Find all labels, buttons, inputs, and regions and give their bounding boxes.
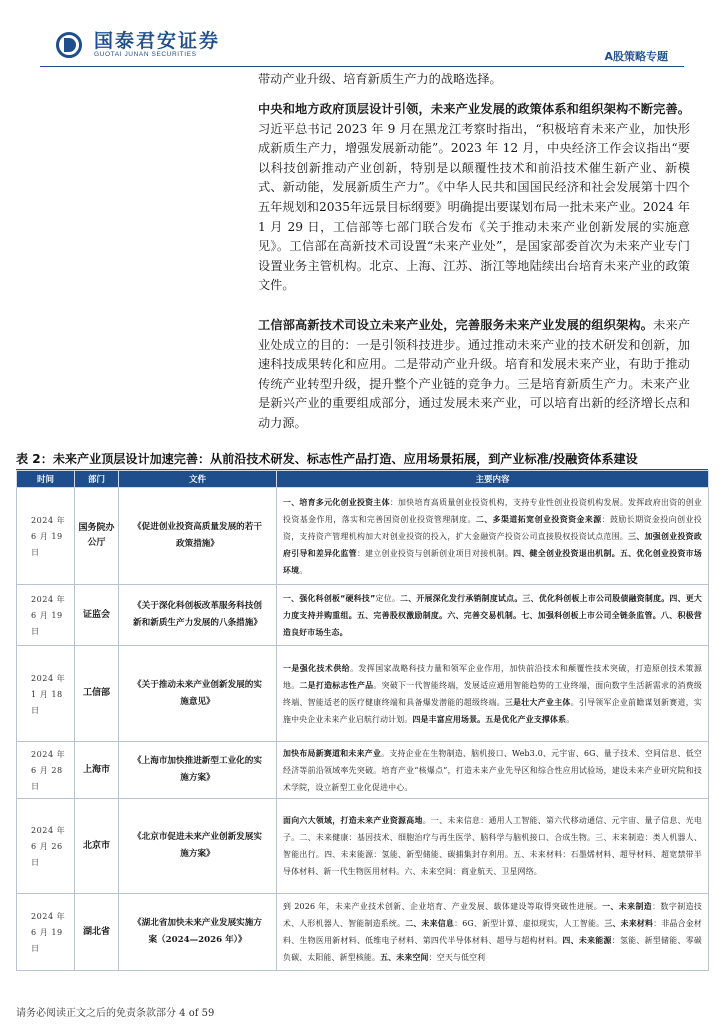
table-row bbox=[17, 646, 709, 742]
paragraph-policy-system bbox=[258, 100, 690, 296]
cell-document: 《关于深化科创板改革服务科技创新和新质生产力发展的八条措施》 bbox=[119, 585, 277, 646]
content-text: ：6G、新型计算、虚拟现实，人工智能。 bbox=[454, 919, 605, 928]
content-text: 到 2026 年，未来产业技术创新、企业培育、产业发展、载体建设等取得突破性进展。 bbox=[283, 902, 603, 911]
cell-content bbox=[277, 488, 709, 585]
brand-logo bbox=[54, 31, 220, 59]
content-text: ：建立创业投资与创新创业项目对接机制。 bbox=[356, 548, 514, 558]
content-text: 。 bbox=[566, 714, 575, 724]
content-text: ：非晶合金材料、生物医用新材料、低维电子材料、第四代半导体材料、超导与超构材料。 bbox=[283, 919, 703, 945]
content-emphasis: 二、未来信息 bbox=[405, 919, 455, 928]
column-header-document: 文件 bbox=[119, 471, 277, 488]
page-header bbox=[0, 0, 724, 68]
cell-dept: 工信部 bbox=[75, 646, 119, 742]
table-row bbox=[17, 585, 709, 646]
paragraph-body: 未来产业处成立的目的：一是引领科技进步。通过推动未来产业的技术研发和创新，加速科技成果转化和应用。二是带动产业升级。培育和发展未来产业，有助于推动传统产业转型升级，提升整个产业链的竞争力。三是培育新质生产力。未来产业是新兴产业的重要组成部分，通过发展未来产业，可以培育出新的经济增长点和动力源。 bbox=[258, 318, 691, 430]
content-emphasis: 一、强化科创板“硬科技” bbox=[283, 593, 376, 603]
content-text: 定位。 bbox=[375, 593, 401, 603]
content-emphasis: 三、未来材料 bbox=[604, 919, 654, 928]
content-text: ：数字制造技术、人形机器人、智能制造系统。 bbox=[283, 902, 703, 928]
content-emphasis: 二、多渠道拓宽创业投资资金来源 bbox=[475, 514, 602, 524]
cell-document: 《上海市加快推进新型工业化的实施方案》 bbox=[119, 742, 277, 799]
cell-document: 《北京市促进未来产业创新发展实施方案》 bbox=[119, 799, 277, 894]
content-emphasis: 一、未来制造 bbox=[602, 902, 653, 911]
paragraph-lead: 工信部高新技术司设立未来产业处，完善服务未来产业发展的组织架构。 bbox=[258, 318, 654, 332]
column-header-date: 时间 bbox=[17, 471, 75, 488]
cell-date: 2024 年 6 月 26 日 bbox=[17, 799, 75, 894]
content-text: 。支持企业在生物制造、脑机接口、Web3.0、元宇宙、6G、量子技术、空间信息、低空经济等前沿领域率先突破。培育产业“核爆点”，打造未来产业先导区和综合性应用试验场，建设未来产业研究院和技术学院，设立新型工业化促进中心。 bbox=[283, 748, 702, 792]
content-emphasis: 五、未来空间 bbox=[380, 953, 429, 962]
brand-name-en: GUOTAI JUNAN SECURITIES bbox=[94, 51, 197, 58]
content-emphasis: 四、未来能源 bbox=[562, 936, 612, 945]
cell-date: 2024 年 6 月 28 日 bbox=[17, 742, 75, 799]
content-emphasis: 加快布局新赛道和未来产业 bbox=[283, 748, 382, 758]
content-emphasis: 二是打造标志性产品 bbox=[299, 680, 374, 690]
brand-name-cn: 国泰君安证券 bbox=[94, 30, 221, 52]
table-title: 表 2：未来产业顶层设计加速完善：从前沿技术研发、标志性产品打造、应用场景拓展，到产业标准/投融资体系建设 bbox=[16, 452, 638, 466]
cell-date: 2024 年 6 月 19 日 bbox=[17, 894, 75, 971]
cell-document: 《关于推动未来产业创新发展的实施意见》 bbox=[119, 646, 277, 742]
content-text: 。突破下一代智能终端，发展适应通用智能趋势的工业终端，面向数字生活新需求的消费级终端、智能适老的医疗健康终端和具备爆发潜能的超级终端。 bbox=[283, 680, 702, 707]
content-emphasis: 三是壮大产业主体 bbox=[504, 697, 571, 707]
brand-mark-icon bbox=[54, 31, 90, 59]
cell-dept: 北京市 bbox=[75, 799, 119, 894]
page-footer: 请务必阅读正文之后的免责条款部分 4 of 59 bbox=[16, 1008, 215, 1019]
cell-date: 2024 年 6 月 19 日 bbox=[17, 585, 75, 646]
cell-document: 《促进创业投资高质量发展的若干政策措施》 bbox=[119, 488, 277, 585]
cell-dept: 证监会 bbox=[75, 585, 119, 646]
table-header-row bbox=[17, 471, 709, 488]
paragraph-body: 习近平总书记 2023 年 9 月在黑龙江考察时指出，“积极培育未来产业，加快形成新质生产力，增强发展新动能”。2023 年 12 月，中央经济工作会议指出“要以科技创新推动产业创新，特别是以颠覆性技术和前沿技术催生新产业、新模式、新动能，发展新质生产力”。《中华人民共和国国民经济和社会发展第十四个五年规划和2035年远景目标纲要》明确提出要谋划布局一批未来产业。2024 年 1 月 29 日，工信部等七部门联合发布《关于推动未来产业创新发展的实施意见》。工信部在高新技术司设置“未来产业处”，是国家部委首次为未来产业专门设置业务主管机构。北京、上海、江苏、浙江等地陆续出台培育未来产业的政策文件。 bbox=[258, 121, 690, 293]
table-row bbox=[17, 799, 709, 894]
cell-date: 2024 年 6 月 19 日 bbox=[17, 488, 75, 585]
table-row bbox=[17, 488, 709, 585]
paragraph-future-industry-office bbox=[258, 316, 690, 434]
content-text: 。引导领军企业前瞻谋划新赛道，实施中央企业未来产业启航行动计划。 bbox=[283, 697, 702, 724]
cell-content bbox=[277, 894, 709, 971]
cell-content bbox=[277, 742, 709, 799]
header-divider bbox=[40, 66, 684, 67]
cell-content bbox=[277, 646, 709, 742]
column-header-content: 主要内容 bbox=[277, 471, 709, 488]
content-emphasis: 面向六大领域，打造未来产业资源高地 bbox=[283, 816, 423, 825]
table-row bbox=[17, 894, 709, 971]
content-text: ：鼓励长期资金投向创业投资，支持资产管理机构加大对创业投资的投入，扩大金融资产投资公司直接股权投资试点范围。 bbox=[283, 514, 702, 541]
cell-dept: 湖北省 bbox=[75, 894, 119, 971]
cell-date: 2024 年 1 月 18 日 bbox=[17, 646, 75, 742]
cell-dept: 上海市 bbox=[75, 742, 119, 799]
column-header-dept: 部门 bbox=[75, 471, 119, 488]
content-emphasis: 四是丰富应用场景。五是优化产业支撑体系 bbox=[412, 714, 567, 724]
cell-dept: 国务院办公厅 bbox=[75, 488, 119, 585]
content-text: ：空天与低空利 bbox=[428, 953, 486, 962]
content-emphasis: 四、健全创业投资退出机制。五、优化创业投资市场环境 bbox=[283, 548, 702, 575]
policy-table bbox=[16, 469, 708, 971]
cell-content bbox=[277, 799, 709, 894]
paragraph-continuation: 带动产业升级、培育新质生产力的战略选择。 bbox=[258, 72, 502, 86]
content-text: 。一、未来信息：通用人工智能、第六代移动通信、元宇宙、量子信息、光电子。二、未来健康：基因技术、细胞治疗与再生医学、脑科学与脑机接口、合成生物。三、未来制造：类人机器人、智能出行。四、未来能源：氢能、新型储能、碳捕集封存利用。五、未来材料：石墨烯材料、超导材料、超宽禁带半导体材料、新一代生物医用材料。六、未来空间：商业航天、卫星网络。 bbox=[283, 816, 702, 876]
cell-document: 《湖北省加快未来产业发展实施方案（2024—2026 年）》 bbox=[119, 894, 277, 971]
table-row bbox=[17, 742, 709, 799]
content-text: ：加快培育高质量创业投资机构，支持专业性创业投资机构发展。发挥政府出资的创业投资基金作用，落实和完善国资创业投资管理制度。 bbox=[283, 497, 702, 524]
content-text: ：氢能、新型储能、零碳负碳、太阳能、新型核能。 bbox=[283, 936, 703, 962]
content-emphasis: 二、开展深化发行承销制度试点。三、优化科创板上市公司股债融资制度。四、更大力度支持并购重组。五、完善股权激励制度。六、完善交易机制。七、加强科创板上市公司全链条监管。八、积极营造良好市场生态。 bbox=[283, 593, 702, 637]
cell-content bbox=[277, 585, 709, 646]
paragraph-lead: 中央和地方政府顶层设计引领，未来产业发展的政策体系和组织架构不断完善。 bbox=[258, 102, 690, 116]
report-type-label: A股策略专题 bbox=[604, 50, 668, 63]
content-emphasis: 一、培育多元化创业投资主体 bbox=[283, 497, 390, 507]
content-text: 。发挥国家战略科技力量和领军企业作用，加快前沿技术和颠覆性技术突破，打造原创技术策源地。 bbox=[283, 663, 702, 690]
content-emphasis: 三、加强创业投资政府引导和差异化监管 bbox=[283, 531, 702, 558]
content-text: 。 bbox=[299, 565, 308, 575]
content-emphasis: 一是强化技术供给 bbox=[283, 663, 351, 673]
